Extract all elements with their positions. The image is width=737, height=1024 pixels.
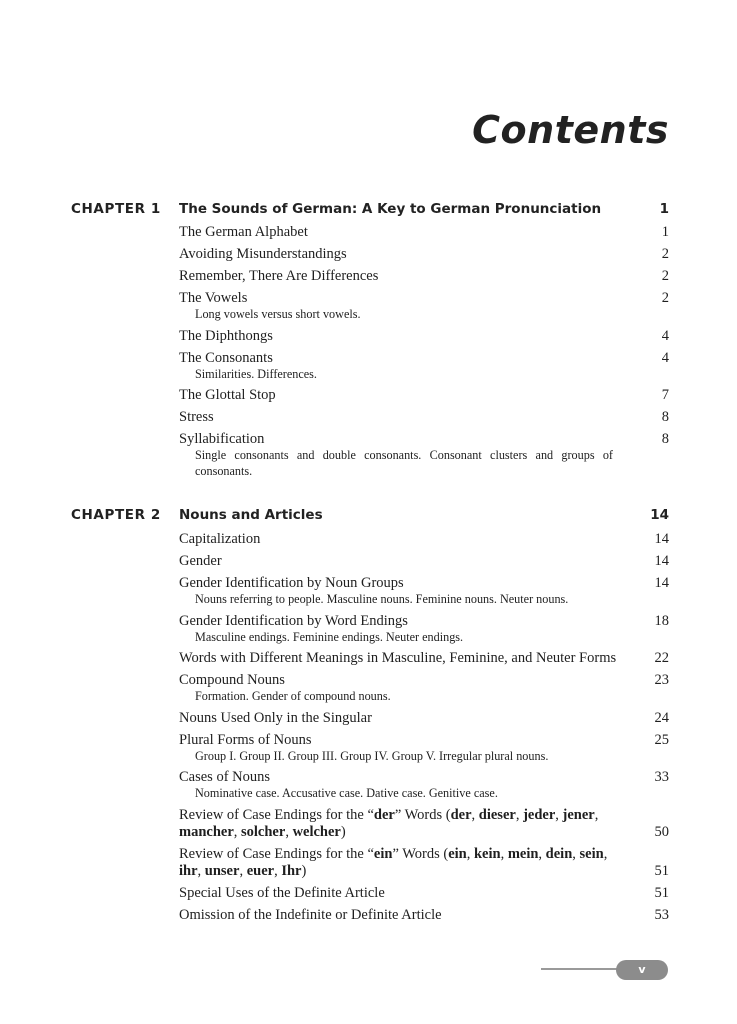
toc-entry[interactable] [179,650,669,667]
toc-entry[interactable] [179,553,669,570]
toc-subtopics: Long vowels versus short vowels. [195,307,361,321]
toc-page-number: 53 [654,906,669,923]
toc-entry-title: Review of Case Endings for the “der” Words (der, dieser, jeder, jener, mancher, solcher, welcher) [179,806,599,840]
toc-entry-title: Gender [179,553,222,569]
toc-entry[interactable] [179,732,669,749]
toc-page-number: 51 [654,884,669,901]
toc-page-number: 8 [661,431,669,447]
toc-entry-title: Gender Identification by Noun Groups [179,575,404,591]
toc-subtopics: Nouns referring to people. Masculine nouns. Feminine nouns. Neuter nouns. [195,592,569,606]
toc-entry-title: Compound Nouns [179,672,285,688]
page-folio: v [616,960,668,980]
toc-entry[interactable] [179,224,669,241]
toc-entry[interactable] [179,431,669,448]
toc-entry-title: The Consonants [179,349,273,366]
toc-entry-title: Words with Different Meanings in Masculine, Feminine, and Neuter Forms [179,650,617,666]
toc-entry-title: Syllabification [179,431,265,447]
toc-page-number: 7 [661,387,669,403]
toc-entry[interactable] [179,907,669,924]
toc-entry-title: Special Uses of the Definite Article [179,884,385,901]
toc-page-number: 2 [661,290,669,306]
toc-entry-title: Gender Identification by Word Endings [179,612,408,629]
toc-entry[interactable] [179,246,669,263]
toc-entry-title: Remember, There Are Differences [179,268,379,284]
toc-entry[interactable] [179,387,669,404]
chapter-title: Nouns and Articles [179,507,323,523]
toc-entry[interactable] [179,268,669,285]
toc-entry[interactable] [179,531,669,548]
toc-entry[interactable] [179,613,669,630]
chapter-title: The Sounds of German: A Key to German Pronunciation [179,201,602,217]
toc-page-number: 33 [654,769,669,785]
toc-subtopics: Single consonants and double consonants. Consonant clusters and groups of consonants. [195,448,613,478]
toc-page-number: 14 [654,531,669,547]
toc-page-number: 8 [661,409,669,425]
toc-page-number: 22 [654,650,669,666]
chapter-label: CHAPTER 1 [71,201,161,217]
toc-page-number: 2 [661,246,669,262]
toc-subtopics: Nominative case. Accusative case. Dative case. Genitive case. [195,786,498,800]
toc-page-number: 14 [654,575,669,591]
toc-page-number: 4 [661,327,669,344]
toc-page-number: 4 [661,349,669,366]
toc-entry-title: Stress [179,409,214,425]
toc-entry-title: The Vowels [179,290,248,306]
toc-entry[interactable] [179,807,669,841]
toc-subtopics: Group I. Group II. Group III. Group IV. Group V. Irregular plural nouns. [195,748,549,763]
toc-page-number: 50 [654,823,669,840]
toc-entry[interactable] [179,710,669,727]
toc-entry-title: The Glottal Stop [179,387,276,403]
toc-entry-title: The Diphthongs [179,327,273,344]
chapter-page-number: 1 [659,201,669,217]
toc-page-number: 1 [661,224,669,240]
chapter-heading [71,201,669,223]
toc-subtopics: Formation. Gender of compound nouns. [195,689,391,703]
chapter-label: CHAPTER 2 [71,507,161,523]
toc-page-number: 23 [654,672,669,688]
chapter-page-number: 14 [650,507,669,523]
toc-entry-title: Nouns Used Only in the Singular [179,709,372,726]
toc-entry[interactable] [179,290,669,307]
toc-entry-title: Review of Case Endings for the “ein” Words (ein, kein, mein, dein, sein, ihr, unser, euer, Ihr) [179,845,608,879]
toc-entry[interactable] [179,885,669,902]
toc-page-number: 25 [654,731,669,748]
toc-entry[interactable] [179,350,669,367]
toc-entry[interactable] [179,672,669,689]
toc-subtopics: Similarities. Differences. [195,366,317,381]
toc-page-number: 14 [654,553,669,569]
toc-entry-title: Capitalization [179,531,261,547]
toc-page-number: 24 [654,709,669,726]
footer-rule [541,968,627,970]
toc-entry-title: Omission of the Indefinite or Definite Article [179,906,442,923]
toc-entry-title: Plural Forms of Nouns [179,731,312,748]
chapter-entries [179,531,669,924]
toc-entry[interactable] [179,575,669,592]
page-title: Contents [472,108,669,152]
toc-subtopics: Masculine endings. Feminine endings. Neuter endings. [195,629,464,644]
toc-entry[interactable] [179,846,669,880]
toc-entry-title: Avoiding Misunderstandings [179,246,347,262]
chapter-entries [179,224,669,479]
toc-page-number: 2 [661,268,669,284]
toc-entry[interactable] [179,328,669,345]
chapter-heading [71,507,669,529]
toc-page-number: 18 [654,612,669,629]
toc-page-number: 51 [654,862,669,879]
toc-entry[interactable] [179,769,669,786]
toc-entry[interactable] [179,409,669,426]
toc-entry-title: Cases of Nouns [179,769,271,785]
toc-entry-title: The German Alphabet [179,224,308,240]
